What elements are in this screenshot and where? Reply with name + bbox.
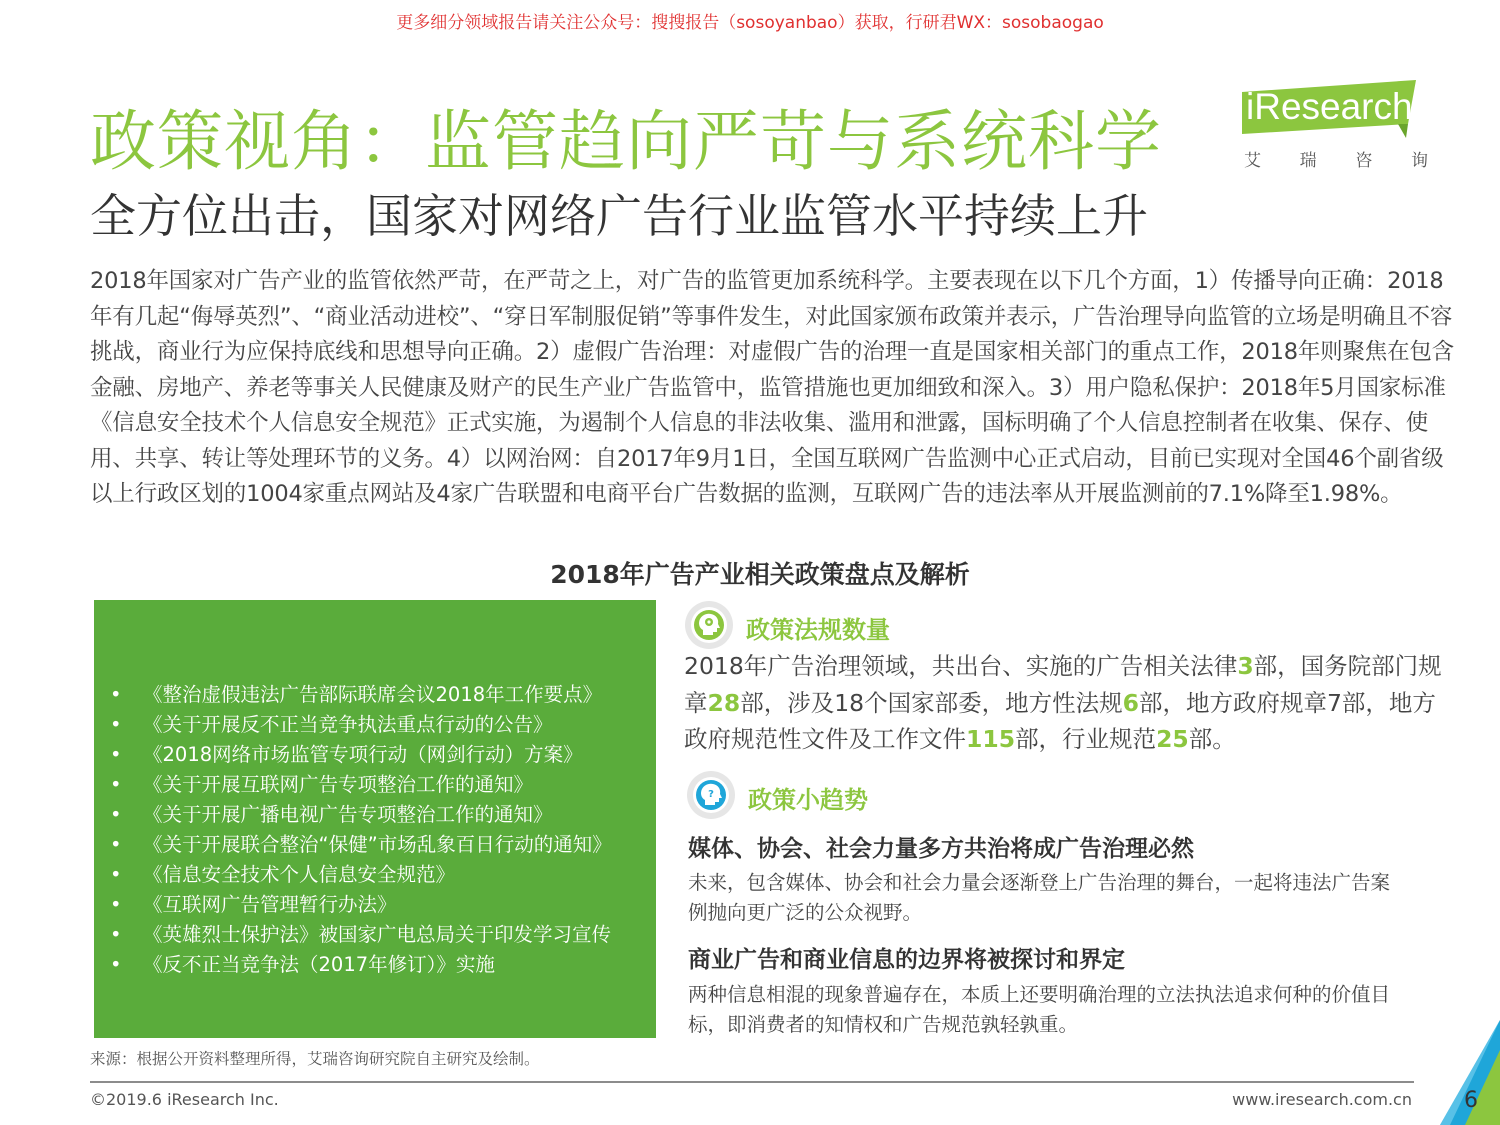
list-item: • 《信息安全技术个人信息安全规范》 <box>110 863 456 886</box>
list-item: • 《反不正当竞争法（2017年修订）》实施 <box>110 953 495 976</box>
list-item: • 《英雄烈士保护法》被国家广电总局关于印发学习宣传 <box>110 923 612 946</box>
trend-title: 商业广告和商业信息的边界将被探讨和界定 <box>688 947 1125 973</box>
logo-brand-text: iResearch <box>1246 86 1413 127</box>
head-gear-icon <box>684 600 734 650</box>
list-item: • 《关于开展互联网广告专项整治工作的通知》 <box>110 773 534 796</box>
page-subtitle: 全方位出击，国家对网络广告行业监管水平持续上升 <box>90 189 1148 243</box>
source-note: 来源：根据公开资料整理所得，艾瑞咨询研究院自主研究及绘制。 <box>90 1050 540 1068</box>
list-item: • 《整治虚假违法广告部际联席会议2018年工作要点》 <box>110 683 603 706</box>
list-item: • 《关于开展联合整治“保健”市场乱象百日行动的通知》 <box>110 833 612 856</box>
logo-cn-char: 瑞 <box>1299 151 1317 171</box>
logo-cn-text <box>1244 146 1428 171</box>
corner-decoration <box>1420 1020 1500 1125</box>
trend-text: 未来，包含媒体、协会和社会力量会逐渐登上广告治理的舞台，一起将违法广告案例抛向更广泛的公众视野。 <box>688 871 1391 924</box>
list-item: • 《关于开展广播电视广告专项整治工作的通知》 <box>110 803 553 826</box>
intro-paragraph: 2018年国家对广告产业的监管依然严苛，在严苛之上，对广告的监管更加系统科学。主要表现在以下几个方面，1）传播导向正确：2018年有几起“侮辱英烈”、“商业活动进校”、“穿日军制服促销”等事件发生，对此国家颁布政策并表示，广告治理导向监管的立场是明确且不容挑战，商业行为应保持底线和思想导向正确。2）虚假广告治理：对虚假广告的治理一直是国家相关部门的重点工作，2018年则聚焦在包含金融、房地产、养老等事关人民健康及财产的民生产业广告监管中，监管措施也更加细致和深入。3）用户隐私保护：2018年5月国家标准《信息安全技术个人信息安全规范》正式实施，为遏制个人信息的非法收集、滥用和泄露，国标明确了个人信息控制者在收集、保存、使用、共享、转让等处理环节的义务。4）以网治网：自2017年9月1日，全国互联网广告监测中心正式启动，目前已实现对全国46个副省级以上行政区划的1004家重点网站及4家广告联盟和电商平台广告数据的监测，互联网广告的违法率从开展监测前的7.1%降至1.98%。 <box>90 268 1454 507</box>
laws-text: 2018年广告治理领域，共出台、实施的广告相关法律3部，国务院部门规章28部，涉及18个国家部委，地方性法规6部，地方政府规章7部，地方政府规范性文件及工作文件115部，行业规范25部。 <box>684 652 1442 753</box>
trend-text: 两种信息相混的现象普遍存在，本质上还要明确治理的立法执法追求何种的价值目标，即消费者的知情权和广告规范孰轻孰重。 <box>688 983 1391 1036</box>
logo-cn-char: 咨 <box>1355 151 1373 171</box>
policy-list <box>110 680 660 980</box>
head-question-icon <box>686 770 736 820</box>
logo-cn-char: 艾 <box>1244 151 1261 171</box>
list-item: • 《关于开展反不正当竞争执法重点行动的公告》 <box>110 713 553 736</box>
section-title: 2018年广告产业相关政策盘点及解析 <box>550 560 970 589</box>
laws-heading: 政策法规数量 <box>746 616 890 644</box>
page-title: 政策视角：监管趋向严苛与系统科学 <box>90 103 1162 180</box>
trend-title: 媒体、协会、社会力量多方共治将成广告治理必然 <box>688 836 1194 862</box>
promo-banner: 更多细分领域报告请关注公众号：搜搜报告（sosoyanbao）获取，行研君WX：sosobaogao <box>396 13 1104 33</box>
iresearch-logo <box>1238 80 1428 175</box>
policy-list-box <box>94 600 656 1038</box>
page-number: 6 <box>1464 1088 1478 1113</box>
list-item: • 《互联网广告管理暂行办法》 <box>110 893 397 916</box>
svg-text:?: ? <box>708 789 714 800</box>
footer-copyright: ©2019.6 iResearch Inc. <box>90 1090 279 1109</box>
footer-website: www.iresearch.com.cn <box>1232 1090 1412 1109</box>
trends-heading: 政策小趋势 <box>748 786 868 814</box>
logo-cn-char: 询 <box>1410 151 1428 171</box>
list-item: • 《2018网络市场监管专项行动（网剑行动）方案》 <box>110 743 583 766</box>
footer-divider <box>90 1081 1414 1083</box>
